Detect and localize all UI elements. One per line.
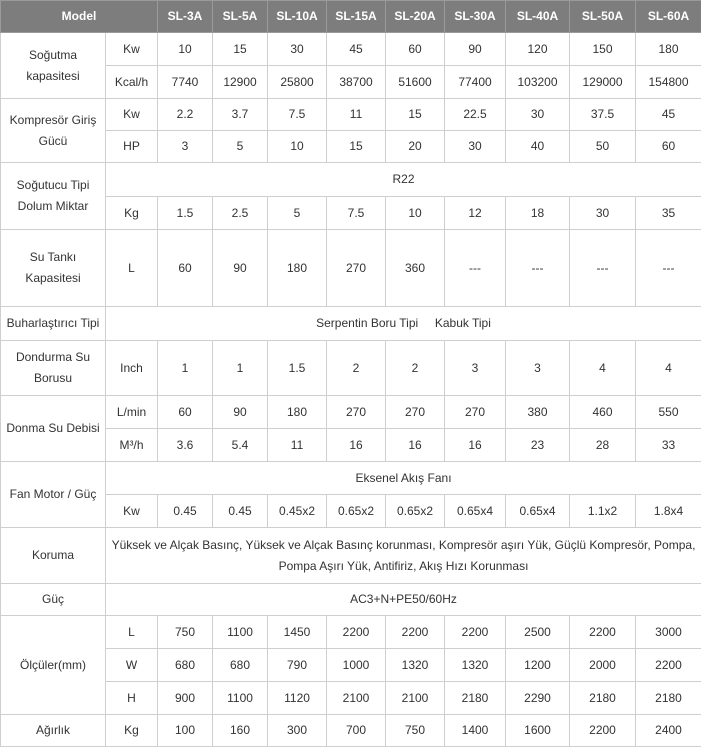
value-cell: 154800 — [636, 66, 701, 99]
table-row — [1, 429, 701, 462]
value-cell: 1000 — [327, 649, 386, 682]
value-cell: 180 — [636, 33, 701, 66]
evaporator-type-cell: Serpentin Boru Tipi Kabuk Tipi — [106, 307, 701, 341]
unit-cell: Kcal/h — [106, 66, 158, 99]
value-cell: 2500 — [506, 616, 570, 649]
model-column-header: SL-5A — [213, 1, 268, 33]
value-cell: 680 — [158, 649, 213, 682]
label-line: Kapasitesi — [25, 271, 81, 285]
label-line: Dondurma Su — [15, 350, 91, 364]
model-column-header: SL-30A — [445, 1, 506, 33]
value-cell: 0.65x4 — [445, 495, 506, 528]
value-cell: 15 — [327, 131, 386, 163]
value-cell: 460 — [570, 396, 636, 429]
table-row — [1, 396, 701, 429]
unit-cell: L — [106, 230, 158, 307]
table-row — [1, 230, 701, 307]
model-column-header: SL-3A — [158, 1, 213, 33]
table-row — [1, 649, 701, 682]
model-column-header: SL-50A — [570, 1, 636, 33]
value-cell: 50 — [570, 131, 636, 163]
value-cell: 3 — [506, 341, 570, 396]
table-row — [1, 495, 701, 528]
unit-cell: L — [106, 616, 158, 649]
value-cell: 3 — [158, 131, 213, 163]
value-cell: 3.6 — [158, 429, 213, 462]
label-line: Soğutma — [28, 47, 78, 62]
unit-cell: L/min — [106, 396, 158, 429]
value-cell: 3 — [445, 341, 506, 396]
unit-cell: M³/h — [106, 429, 158, 462]
value-cell: 1450 — [268, 616, 327, 649]
row-label-weight: Ağırlık — [1, 715, 106, 747]
value-cell: 7.5 — [268, 99, 327, 131]
value-cell: 4 — [570, 341, 636, 396]
value-cell: 2 — [327, 341, 386, 396]
unit-cell: Kw — [106, 99, 158, 131]
value-cell: 16 — [327, 429, 386, 462]
value-cell: 270 — [386, 396, 445, 429]
value-cell: 90 — [445, 33, 506, 66]
value-cell: 1100 — [213, 616, 268, 649]
value-cell: 30 — [268, 33, 327, 66]
label-line: kapasitesi — [26, 68, 80, 83]
value-cell: 0.45x2 — [268, 495, 327, 528]
value-cell: 2200 — [570, 616, 636, 649]
power-value-cell: AC3+N+PE50/60Hz — [106, 584, 701, 616]
value-cell: 12900 — [213, 66, 268, 99]
unit-cell: Kg — [106, 715, 158, 747]
value-cell: 5 — [213, 131, 268, 163]
value-cell: 1100 — [213, 682, 268, 715]
value-cell: 2180 — [636, 682, 701, 715]
unit-cell: Kg — [106, 197, 158, 230]
value-cell: 37.5 — [570, 99, 636, 131]
unit-cell: Kw — [106, 33, 158, 66]
value-cell: 1120 — [268, 682, 327, 715]
value-cell: 0.45 — [158, 495, 213, 528]
table-row — [1, 528, 701, 584]
unit-cell: HP — [106, 131, 158, 163]
value-cell: 2100 — [327, 682, 386, 715]
unit-cell: H — [106, 682, 158, 715]
value-cell: 360 — [386, 230, 445, 307]
value-cell: 40 — [506, 131, 570, 163]
value-cell: 100 — [158, 715, 213, 747]
value-cell: 1600 — [506, 715, 570, 747]
model-header: Model — [1, 1, 158, 33]
label-line: Soğutucu Tipi — [16, 178, 90, 192]
table-row — [1, 462, 701, 495]
value-cell: 2400 — [636, 715, 701, 747]
row-label-compressor — [1, 99, 106, 163]
value-cell: 28 — [570, 429, 636, 462]
table-row — [1, 341, 701, 396]
value-cell: 120 — [506, 33, 570, 66]
value-cell: 550 — [636, 396, 701, 429]
value-cell: 10 — [158, 33, 213, 66]
value-cell: 5.4 — [213, 429, 268, 462]
table-row — [1, 307, 701, 341]
label-line: Dolum Miktar — [17, 199, 89, 213]
value-cell: 129000 — [570, 66, 636, 99]
value-cell: 2200 — [445, 616, 506, 649]
value-cell: 2.5 — [213, 197, 268, 230]
table-row — [1, 33, 701, 66]
value-cell: 7740 — [158, 66, 213, 99]
value-cell: 38700 — [327, 66, 386, 99]
value-cell: 4 — [636, 341, 701, 396]
value-cell: 60 — [636, 131, 701, 163]
table-row — [1, 99, 701, 131]
model-column-header: SL-15A — [327, 1, 386, 33]
value-cell: 2200 — [386, 616, 445, 649]
row-label-power: Güç — [1, 584, 106, 616]
value-cell: --- — [506, 230, 570, 307]
value-cell: 5 — [268, 197, 327, 230]
value-cell: 16 — [445, 429, 506, 462]
value-cell: 270 — [327, 230, 386, 307]
unit-cell: Inch — [106, 341, 158, 396]
unit-cell: Kw — [106, 495, 158, 528]
value-cell: 11 — [268, 429, 327, 462]
value-cell: 90 — [213, 230, 268, 307]
label-line: Kompresör Giriş — [9, 112, 97, 127]
value-cell: 1.5 — [268, 341, 327, 396]
table-row — [1, 584, 701, 616]
value-cell: 16 — [386, 429, 445, 462]
row-label-chilled-pipe — [1, 341, 106, 396]
value-cell: 270 — [327, 396, 386, 429]
value-cell: 30 — [445, 131, 506, 163]
row-label-water-tank — [1, 230, 106, 307]
value-cell: 20 — [386, 131, 445, 163]
value-cell: 150 — [570, 33, 636, 66]
value-cell: 23 — [506, 429, 570, 462]
value-cell: 750 — [158, 616, 213, 649]
row-label-evaporator: Buharlaştırıcı Tipi — [1, 307, 106, 341]
value-cell: 2000 — [570, 649, 636, 682]
value-cell: 700 — [327, 715, 386, 747]
value-cell: 77400 — [445, 66, 506, 99]
value-cell: 45 — [636, 99, 701, 131]
row-label-fan: Fan Motor / Güç — [1, 462, 106, 528]
value-cell: 380 — [506, 396, 570, 429]
fan-type-cell: Eksenel Akış Fanı — [106, 462, 701, 495]
value-cell: 2.2 — [158, 99, 213, 131]
value-cell: 3.7 — [213, 99, 268, 131]
value-cell: 1400 — [445, 715, 506, 747]
value-cell: 180 — [268, 230, 327, 307]
value-cell: 11 — [327, 99, 386, 131]
label-line: Borusu — [33, 371, 73, 385]
table-row — [1, 163, 701, 197]
value-cell: 1.5 — [158, 197, 213, 230]
value-cell: 0.45 — [213, 495, 268, 528]
table-header — [1, 1, 701, 33]
row-label-cooling — [1, 33, 106, 99]
value-cell: 680 — [213, 649, 268, 682]
value-cell: 3000 — [636, 616, 701, 649]
value-cell: 2290 — [506, 682, 570, 715]
value-cell: 2200 — [570, 715, 636, 747]
value-cell: 2100 — [386, 682, 445, 715]
value-cell: 1.1x2 — [570, 495, 636, 528]
value-cell: 1 — [213, 341, 268, 396]
value-cell: 33 — [636, 429, 701, 462]
value-cell: 7.5 — [327, 197, 386, 230]
row-label-refrigerant — [1, 163, 106, 230]
value-cell: 15 — [213, 33, 268, 66]
refrigerant-type-cell: R22 — [106, 163, 701, 197]
unit-cell: W — [106, 649, 158, 682]
value-cell: 15 — [386, 99, 445, 131]
value-cell: 22.5 — [445, 99, 506, 131]
value-cell: 1.8x4 — [636, 495, 701, 528]
value-cell: 160 — [213, 715, 268, 747]
value-cell: 0.65x4 — [506, 495, 570, 528]
value-cell: 10 — [386, 197, 445, 230]
label-line: Su Tankı — [29, 250, 77, 264]
value-cell: 60 — [158, 396, 213, 429]
value-cell: 2180 — [570, 682, 636, 715]
label-line: Gücü — [38, 133, 68, 148]
value-cell: 2 — [386, 341, 445, 396]
table-row — [1, 715, 701, 747]
row-label-flow: Donma Su Debisi — [1, 396, 106, 462]
value-cell: 2200 — [636, 649, 701, 682]
value-cell: 10 — [268, 131, 327, 163]
value-cell: 2180 — [445, 682, 506, 715]
value-cell: 270 — [445, 396, 506, 429]
value-cell: 103200 — [506, 66, 570, 99]
value-cell: 0.65x2 — [327, 495, 386, 528]
value-cell: --- — [636, 230, 701, 307]
value-cell: 18 — [506, 197, 570, 230]
protection-value-cell: Yüksek ve Alçak Basınç, Yüksek ve Alçak Basınç korunması, Kompresör aşırı Yük, Güçlü Kompresör, Pompa, Pompa Aşırı Yük, Antifiriz, Akış Hızı Korunması — [106, 528, 701, 584]
value-cell: 51600 — [386, 66, 445, 99]
model-column-header: SL-10A — [268, 1, 327, 33]
table-row — [1, 197, 701, 230]
value-cell: 300 — [268, 715, 327, 747]
value-cell: 12 — [445, 197, 506, 230]
model-column-header: SL-20A — [386, 1, 445, 33]
value-cell: 35 — [636, 197, 701, 230]
value-cell: 45 — [327, 33, 386, 66]
value-cell: 750 — [386, 715, 445, 747]
value-cell: 1320 — [445, 649, 506, 682]
value-cell: 0.65x2 — [386, 495, 445, 528]
model-column-header: SL-60A — [636, 1, 701, 33]
value-cell: 1 — [158, 341, 213, 396]
value-cell: 2200 — [327, 616, 386, 649]
value-cell: --- — [570, 230, 636, 307]
row-label-dimensions: Ölçüler(mm) — [1, 616, 106, 715]
table-row — [1, 66, 701, 99]
value-cell: 60 — [158, 230, 213, 307]
value-cell: 60 — [386, 33, 445, 66]
value-cell: 30 — [506, 99, 570, 131]
value-cell: 90 — [213, 396, 268, 429]
table-row — [1, 131, 701, 163]
table-row — [1, 682, 701, 715]
value-cell: 30 — [570, 197, 636, 230]
value-cell: 790 — [268, 649, 327, 682]
value-cell: 180 — [268, 396, 327, 429]
row-label-protection: Koruma — [1, 528, 106, 584]
value-cell: 900 — [158, 682, 213, 715]
model-column-header: SL-40A — [506, 1, 570, 33]
value-cell: 1320 — [386, 649, 445, 682]
table-row — [1, 616, 701, 649]
value-cell: 1200 — [506, 649, 570, 682]
value-cell: --- — [445, 230, 506, 307]
value-cell: 25800 — [268, 66, 327, 99]
